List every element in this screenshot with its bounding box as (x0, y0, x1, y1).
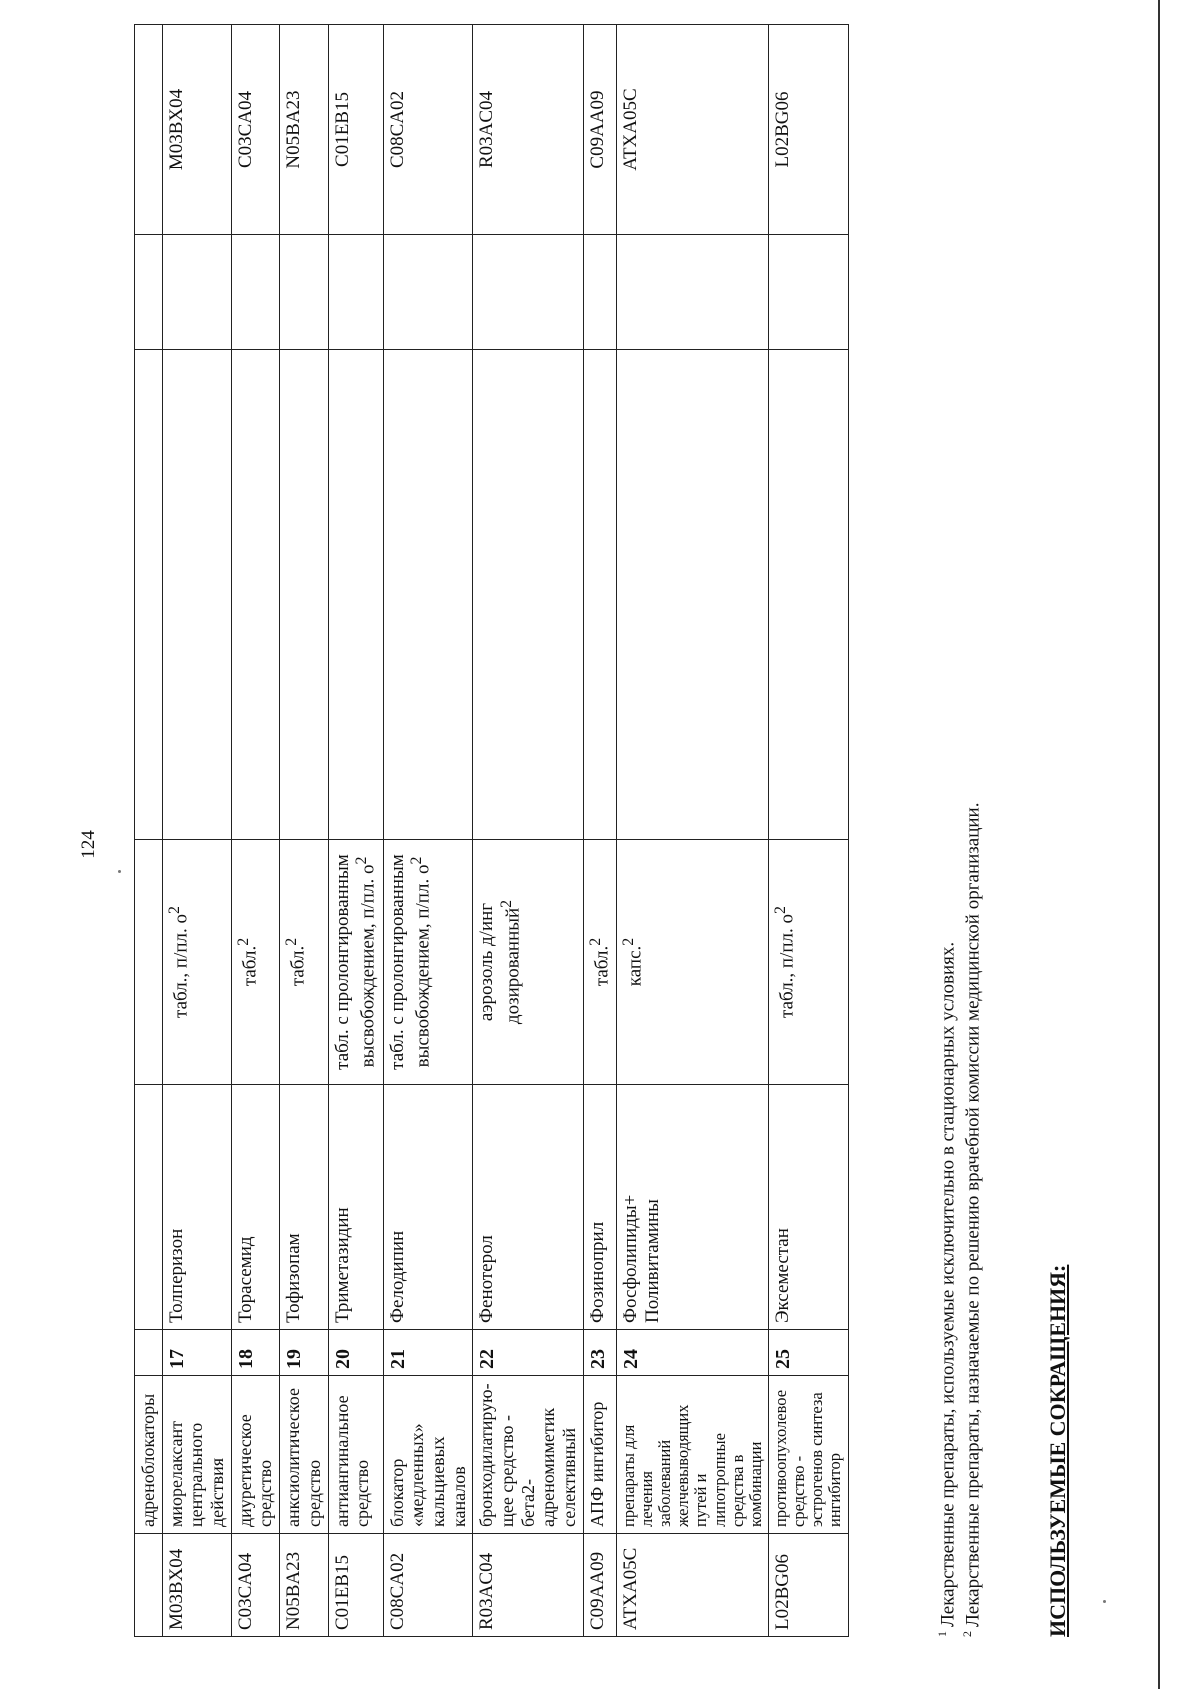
atc-code-text: M03BX04 (165, 88, 187, 171)
number-text: 25 (772, 1349, 794, 1369)
pharm-group-cell (769, 1376, 849, 1534)
drug-name-cell (328, 1085, 383, 1330)
atc-code-cell (328, 1534, 383, 1637)
atc-code-text: C08CA02 (386, 1552, 408, 1630)
table-row (473, 25, 583, 1637)
atc-code-cell (769, 25, 849, 235)
atc-code-cell (473, 1534, 583, 1637)
drug-name-cell (616, 1085, 768, 1330)
table-row (583, 25, 616, 1637)
table-row (280, 25, 328, 1637)
dosage-form-cell (769, 840, 849, 1085)
section-title: ИСПОЛЬЗУЕМЫЕ СОКРАЩЕНИЯ: (1045, 1264, 1070, 1637)
pharm-group-cell (383, 1376, 473, 1534)
drug-name-cell (231, 1085, 279, 1330)
pharm-group-cell: адреноблокаторы (135, 1376, 163, 1534)
drug-table (134, 24, 849, 1637)
empty-cell (583, 350, 616, 840)
drug-name-cell (473, 1085, 583, 1330)
dosage-form-text: табл., п/пл. о (170, 913, 192, 1018)
atc-code-text: R03AC04 (476, 1552, 498, 1630)
drug-name-cell (769, 1085, 849, 1330)
empty-cell (383, 350, 473, 840)
dosage-form-cell (583, 840, 616, 1085)
atc-code-text: ATXA05C (619, 1547, 641, 1630)
atc-code-text: M03BX04 (165, 1548, 187, 1630)
number-text: 24 (619, 1349, 642, 1369)
empty-cell (583, 235, 616, 350)
atc-code-cell (162, 25, 231, 235)
table-row (616, 25, 768, 1637)
atc-code-cell (383, 25, 473, 235)
table-row (162, 25, 231, 1637)
empty-cell (769, 350, 849, 840)
atc-code-cell (135, 1534, 163, 1637)
atc-code-cell (616, 1534, 768, 1637)
drug-name-text: Триметазидин (331, 1207, 353, 1323)
number-text: 18 (234, 1349, 257, 1369)
dosage-form-text: аэрозоль д/инг дозированный (476, 902, 524, 1025)
atc-code-text: ATXA05C (619, 88, 641, 171)
pharm-group-cell (162, 1376, 231, 1534)
number-cell (473, 1330, 583, 1376)
footnotes (935, 25, 985, 1637)
footnote-reference: 2 (165, 906, 183, 914)
drug-name-text: Фелодипин (386, 1230, 408, 1323)
table-row (328, 25, 383, 1637)
pharm-group-cell (231, 1376, 279, 1534)
number-cell (769, 1330, 849, 1376)
pharm-group-text: бронходилатирую-щее средство - бета2-адреномиметик селективный (476, 1383, 580, 1527)
footnote-reference: 2 (353, 856, 371, 865)
empty-cell (328, 350, 383, 840)
number-cell (135, 1330, 163, 1376)
footnote-text: Лекарственные препараты, назначаемые по решению врачебной комиссии медицинской организации. (962, 802, 984, 1627)
dosage-form-cell (383, 840, 473, 1085)
drug-name-text: Тофизопам (283, 1233, 305, 1323)
number-cell (583, 1330, 616, 1376)
pharm-group-cell (328, 1376, 383, 1534)
atc-code-text: N05BA23 (283, 1551, 305, 1630)
empty-cell (473, 235, 583, 350)
dosage-form-cell (616, 840, 768, 1085)
dosage-form-text: табл., п/пл. о (776, 913, 798, 1018)
atc-code-text: C01EB15 (331, 1555, 353, 1630)
empty-cell (473, 350, 583, 840)
atc-code-text: C08CA02 (386, 90, 408, 169)
empty-cell (231, 235, 279, 350)
atc-code-text: L02BG06 (772, 1554, 793, 1630)
number-text: 23 (586, 1349, 609, 1369)
footnote-1 (935, 25, 960, 1637)
footnote-reference: 2 (283, 937, 301, 946)
footnote-text: Лекарственные препараты, используемые исключительно в стационарных условиях. (937, 941, 959, 1627)
pharm-group-text: АПФ ингибитор (586, 1401, 607, 1527)
drug-name-text: Эксеместан (772, 1228, 793, 1323)
pharm-group-text: миорелаксант центрального действия (165, 1421, 228, 1527)
number-text: 22 (476, 1349, 499, 1369)
pharm-group-text: препараты для лечения заболеваний желчевыводящих путей и липотропные средства в комбинации (618, 1404, 765, 1527)
atc-code-cell (383, 1534, 473, 1637)
number-text: 19 (283, 1349, 306, 1369)
number-cell (231, 1330, 279, 1376)
atc-code-cell (473, 25, 583, 235)
atc-code-cell (231, 1534, 279, 1637)
atc-code-text: C01EB15 (331, 92, 353, 167)
drug-name-cell (135, 1085, 163, 1330)
empty-cell (616, 350, 768, 840)
footnote-mark: 2 (960, 1631, 975, 1637)
dosage-form-cell (473, 840, 583, 1085)
empty-cell (162, 235, 231, 350)
atc-code-text: L02BG06 (772, 91, 793, 168)
pharm-group-cell (473, 1376, 583, 1534)
atc-code-cell (162, 1534, 231, 1637)
empty-cell (616, 235, 768, 350)
dosage-form-text: табл. с пролонгированным высвобождением, п/пл. о (386, 854, 434, 1070)
pharm-group-text: противоопухолевое средство - эстрогенов синтеза ингибитор (771, 1389, 845, 1527)
dosage-form-cell (280, 840, 328, 1085)
drug-name-text: Торасемид (234, 1236, 256, 1323)
empty-cell (280, 235, 328, 350)
number-text: 20 (331, 1349, 354, 1369)
dosage-form-cell (135, 840, 163, 1085)
number-cell (616, 1330, 768, 1376)
table-row (769, 25, 849, 1637)
empty-cell (162, 350, 231, 840)
page-number: 124 (78, 830, 99, 859)
footnote-reference: 2 (234, 937, 252, 946)
atc-code-cell (616, 25, 768, 235)
dosage-form-cell (328, 840, 383, 1085)
atc-code-cell (583, 25, 616, 235)
drug-name-cell (162, 1085, 231, 1330)
table-row (231, 25, 279, 1637)
table-row (383, 25, 473, 1637)
atc-code-text: C09AA09 (586, 1551, 608, 1630)
pharm-group-text: антиангинальное средство (331, 1395, 373, 1527)
atc-code-cell (583, 1534, 616, 1637)
atc-code-cell (328, 25, 383, 235)
footnote-reference: 2 (498, 899, 516, 908)
footnote-reference: 2 (619, 937, 637, 946)
number-text: 21 (386, 1349, 409, 1369)
dosage-form-text: табл. (239, 945, 261, 987)
atc-code-cell (769, 1534, 849, 1637)
atc-code-cell (280, 25, 328, 235)
footnote-2 (960, 25, 985, 1637)
number-cell (280, 1330, 328, 1376)
drug-name-text: Толперизон (165, 1228, 187, 1323)
dosage-form-text: капс. (624, 945, 646, 987)
empty-cell (231, 350, 279, 840)
atc-code-cell (231, 25, 279, 235)
empty-cell (383, 235, 473, 350)
footnote-reference: 2 (408, 856, 426, 865)
drug-name-text: Фосфолипиды+ Поливитамины (619, 1194, 663, 1323)
pharm-group-cell (616, 1376, 768, 1534)
dosage-form-cell (231, 840, 279, 1085)
drug-table-body (135, 25, 849, 1637)
atc-code-cell (280, 1534, 328, 1637)
atc-code-text: N05BA23 (283, 90, 305, 169)
pharm-group-text: блокатор «медленных» кальциевых каналов (386, 1423, 469, 1527)
empty-cell (135, 235, 163, 350)
pharm-group-text: анксиолитическое средство (283, 1388, 324, 1527)
dosage-form-text: табл. с пролонгированным высвобождением, п/пл. о (331, 854, 379, 1070)
pharm-group-text: диуретическое средство (234, 1414, 276, 1527)
number-cell (162, 1330, 231, 1376)
empty-cell (135, 350, 163, 840)
dosage-form-cell (162, 840, 231, 1085)
footnote-reference: 2 (586, 937, 604, 946)
drug-name-text: Фенотерол (476, 1235, 498, 1323)
atc-code-cell (135, 25, 163, 235)
pharm-group-cell (280, 1376, 328, 1534)
number-cell (383, 1330, 473, 1376)
drug-name-cell (383, 1085, 473, 1330)
footnote-mark: 1 (935, 1631, 949, 1637)
atc-code-text: R03AC04 (476, 90, 498, 169)
pharm-group-cell (583, 1376, 616, 1534)
drug-name-text: Фозиноприл (586, 1221, 608, 1323)
dosage-form-text: табл. (591, 945, 613, 987)
number-text: 17 (165, 1349, 188, 1369)
empty-cell (769, 235, 849, 350)
dosage-form-text: табл. (287, 945, 309, 987)
atc-code-text: C03CA04 (234, 1552, 256, 1630)
empty-cell (280, 350, 328, 840)
drug-name-cell (280, 1085, 328, 1330)
number-cell (328, 1330, 383, 1376)
atc-code-text: C03CA04 (234, 90, 256, 169)
atc-code-text: C09AA09 (586, 90, 608, 169)
drug-name-cell (583, 1085, 616, 1330)
empty-cell (328, 235, 383, 350)
table-row-continuation (135, 25, 163, 1637)
footnote-reference: 2 (772, 906, 789, 914)
